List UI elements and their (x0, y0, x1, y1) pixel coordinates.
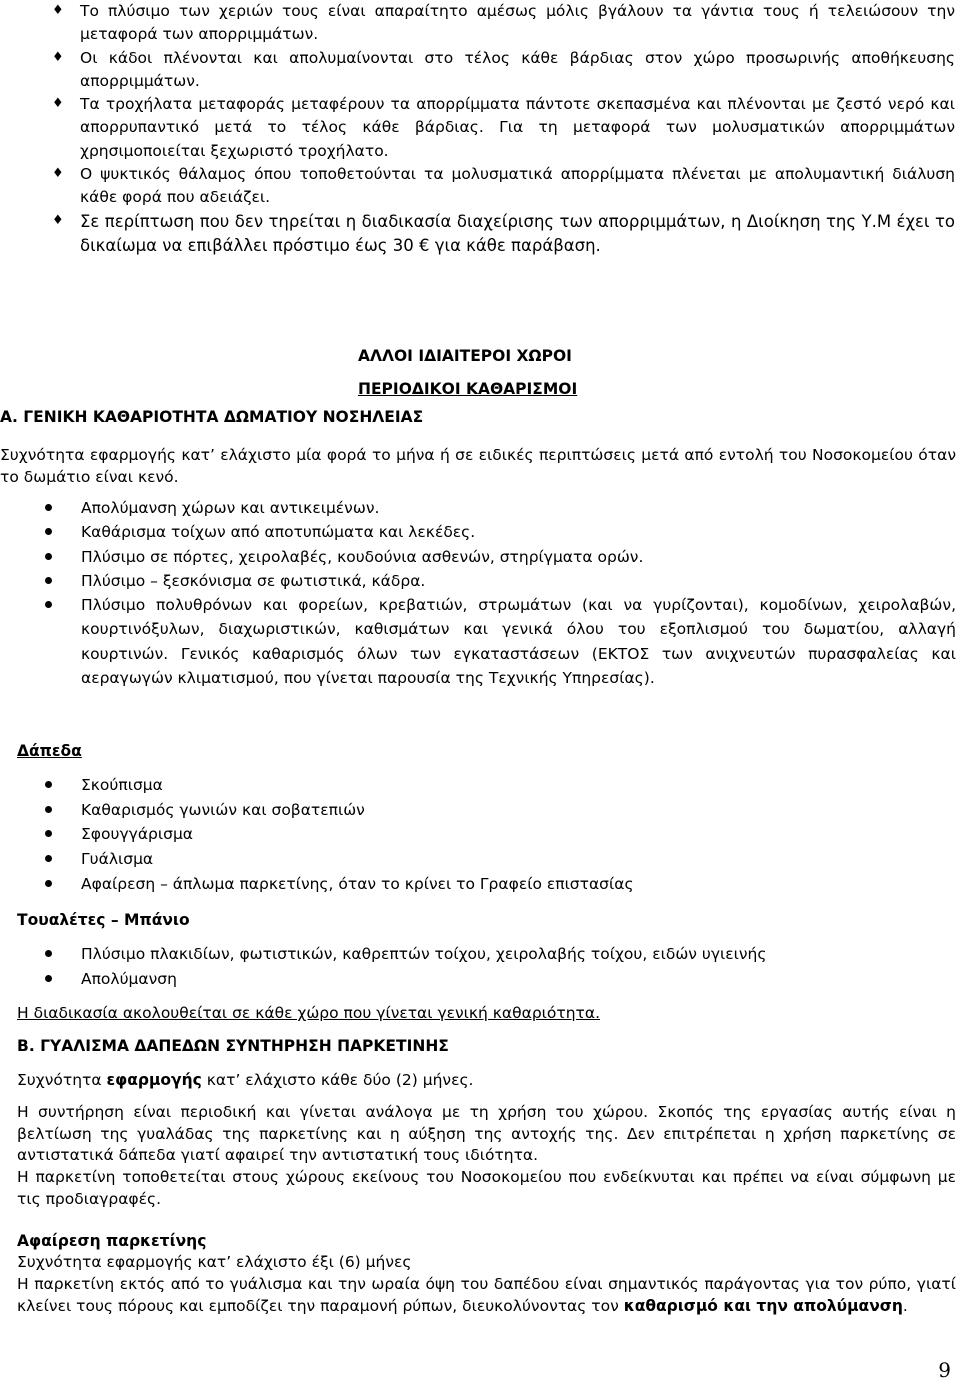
diamond-bullet-icon: ♦ (52, 96, 64, 112)
bullet-icon (45, 950, 52, 957)
removal-paragraph: Η παρκετίνη εκτός από το γυάλισμα και την ωραία όψη του δαπέδου είναι σημαντικός παράγοντας για τον ρύπο, γιατί κλείνει τους πόρους και εμποδίζει την παραμονή ρύπων, διευκολύνοντας τον καθαρισμό και την απολύμανση. (17, 1275, 956, 1315)
diamond-bullet-icon: ♦ (52, 212, 64, 228)
bullet-icon (45, 504, 52, 511)
list-item: ♦ Ο ψυκτικός θάλαμος όπου τοποθετούνται τα μολυσματικά απορρίμματα πλένεται με απολυμαντική διάλυση κάθε φορά που αδειάζει. (52, 165, 955, 207)
bullet-icon (45, 601, 52, 608)
removal-frequency: Συχνότητα εφαρμογής κατ’ ελάχιστο έξι (6) μήνες (17, 1253, 412, 1271)
bullet-icon (45, 855, 52, 862)
list-item: Αφαίρεση – άπλωμα παρκετίνης, όταν το κρίνει το Γραφείο επιστασίας (0, 872, 960, 897)
section-b-heading: Β. ΓΥΑΛΙΣΜΑ ΔΑΠΕΔΩΝ ΣΥΝΤΗΡΗΣΗ ΠΑΡΚΕΤΙΝΗΣ (17, 1037, 449, 1055)
list-item: ♦ Τα τροχήλατα μεταφοράς μεταφέρουν τα απορρίμματα πάντοτε σκεπασμένα και πλένονται με ζεστό νερό και απορρυπαντικό μετά το τέλος κάθε βάρδιας. Για τη μεταφορά των μολυσματικών απορριμμάτων χρησιμοποιείται ξεχωριστό τροχήλατο. (52, 95, 955, 160)
list-item: ♦ Σε περίπτωση που δεν τηρείται η διαδικασία διαχείρισης των απορριμμάτων, η Διοίκηση της Υ.Μ έχει το δικαίωμα να επιβάλλει πρόστιμο έως 30 € για κάθε παράβαση. (52, 211, 955, 256)
list-item: Πλύσιμο – ξεσκόνισμα σε φωτιστικά, κάδρα. (0, 569, 960, 593)
list-item: ♦ Οι κάδοι πλένονται και απολυμαίνονται στο τέλος κάθε βάρδιας στον χώρο προσωρινής αποθήκευσης απορριμμάτων. (52, 48, 955, 90)
list-item: Απολύμανση (0, 967, 960, 992)
list-item: Πλύσιμο πολυθρόνων και φορείων, κρεβατιών, στρωμάτων (και να γυρίζονται), κομοδίνων, χειρολαβών, κουρτινόξυλων, διαχωριστικών, καθισμάτων και γενικά όλου του εξοπλισμού του δωματίου, αλλαγή κουρτινών. Γενικός καθαρισμός όλων των εγκαταστάσεων (ΕΚΤΟΣ των ανιχνευτών πυρασφαλείας και αεραγωγών κλιματισμού, που γίνεται παρουσία της Τεχνικής Υπηρεσίας). (0, 593, 960, 690)
section-b-paragraph-2: Η παρκετίνη τοποθετείται στους χώρους εκείνους του Νοσοκομείου που ενδείκνυται και πρέπει να είναι σύμφωνη με τις προδιαγραφές. (17, 1168, 956, 1208)
toilets-list (0, 942, 960, 991)
section-subtitle: ΠΕΡΙΟΔΙΚΟΙ ΚΑΘΑΡΙΣΜΟΙ (358, 380, 578, 398)
removal-heading: Αφαίρεση παρκετίνης (17, 1232, 207, 1250)
bullet-icon (45, 975, 52, 982)
bullet-icon (45, 528, 52, 535)
bullet-icon (45, 830, 52, 837)
list-item: Καθάρισμα τοίχων από αποτυπώματα και λεκέδες. (0, 520, 960, 544)
diamond-bullet-icon: ♦ (52, 3, 64, 18)
list-item: Απολύμανση χώρων και αντικειμένων. (0, 496, 960, 520)
section-b-paragraph: Η συντήρηση είναι περιοδική και γίνεται ανάλογα με τη χρήση του χώρου. Σκοπός της εργασίας αυτής είναι η βελτίωση της γυαλάδας της παρκετίνης και η αύξηση της αντοχής της. Δεν επιτρέπεται η χρήση παρκετίνης σε αντιστατικά δάπεδα γιατί αφαιρεί την αντιστατική τους ιδιότητα. (17, 1103, 956, 1165)
bullet-icon (45, 577, 52, 584)
list-item: Πλύσιμο πλακιδίων, φωτιστικών, καθρεπτών τοίχου, χειρολαβής τοίχου, ειδών υγιεινής (0, 942, 960, 967)
floors-heading: Δάπεδα (17, 742, 82, 760)
list-item: Καθαρισμός γωνιών και σοβατεπιών (0, 798, 960, 823)
section-a-frequency: Συχνότητα εφαρμογής κατ’ ελάχιστο μία φορά το μήνα ή σε ειδικές περιπτώσεις μετά από εντολή του Νοσοκομείου όταν το δωμάτιο είναι κενό. (0, 446, 956, 486)
bullet-icon (45, 880, 52, 887)
section-b-frequency: Συχνότητα εφαρμογής κατ’ ελάχιστο κάθε δύο (2) μήνες. (17, 1071, 474, 1089)
bullet-icon (45, 781, 52, 788)
section-title: ΑΛΛΟΙ ΙΔΙΑΙΤΕΡΟΙ ΧΩΡΟΙ (358, 347, 572, 365)
page-number: 9 (938, 1358, 951, 1382)
list-item: Γυάλισμα (0, 847, 960, 872)
list-item: Πλύσιμο σε πόρτες, χειρολαβές, κουδούνια ασθενών, στηρίγματα ορών. (0, 545, 960, 569)
list-item: ♦ Το πλύσιμο των χεριών τους είναι απαραίτητο αμέσως μόλις βγάλουν τα γάντια τους ή τελειώσουν την μεταφορά των απορριμμάτων. (52, 2, 955, 44)
bullet-icon (45, 806, 52, 813)
toilets-heading: Τουαλέτες – Μπάνιο (17, 911, 190, 929)
general-note: Η διαδικασία ακολουθείται σε κάθε χώρο που γίνεται γενική καθαριότητα. (17, 1004, 601, 1022)
section-a-heading: Α. ΓΕΝΙΚΗ ΚΑΘΑΡΙΟΤΗΤΑ ΔΩΜΑΤΙΟΥ ΝΟΣΗΛΕΙΑΣ (0, 408, 424, 426)
waste-rules-list (0, 0, 960, 259)
bullet-icon (45, 553, 52, 560)
diamond-bullet-icon: ♦ (52, 49, 64, 65)
section-a-list (0, 496, 960, 690)
list-item: Σκούπισμα (0, 773, 960, 798)
floors-list (0, 773, 960, 897)
diamond-bullet-icon: ♦ (52, 166, 64, 182)
list-item: Σφουγγάρισμα (0, 822, 960, 847)
